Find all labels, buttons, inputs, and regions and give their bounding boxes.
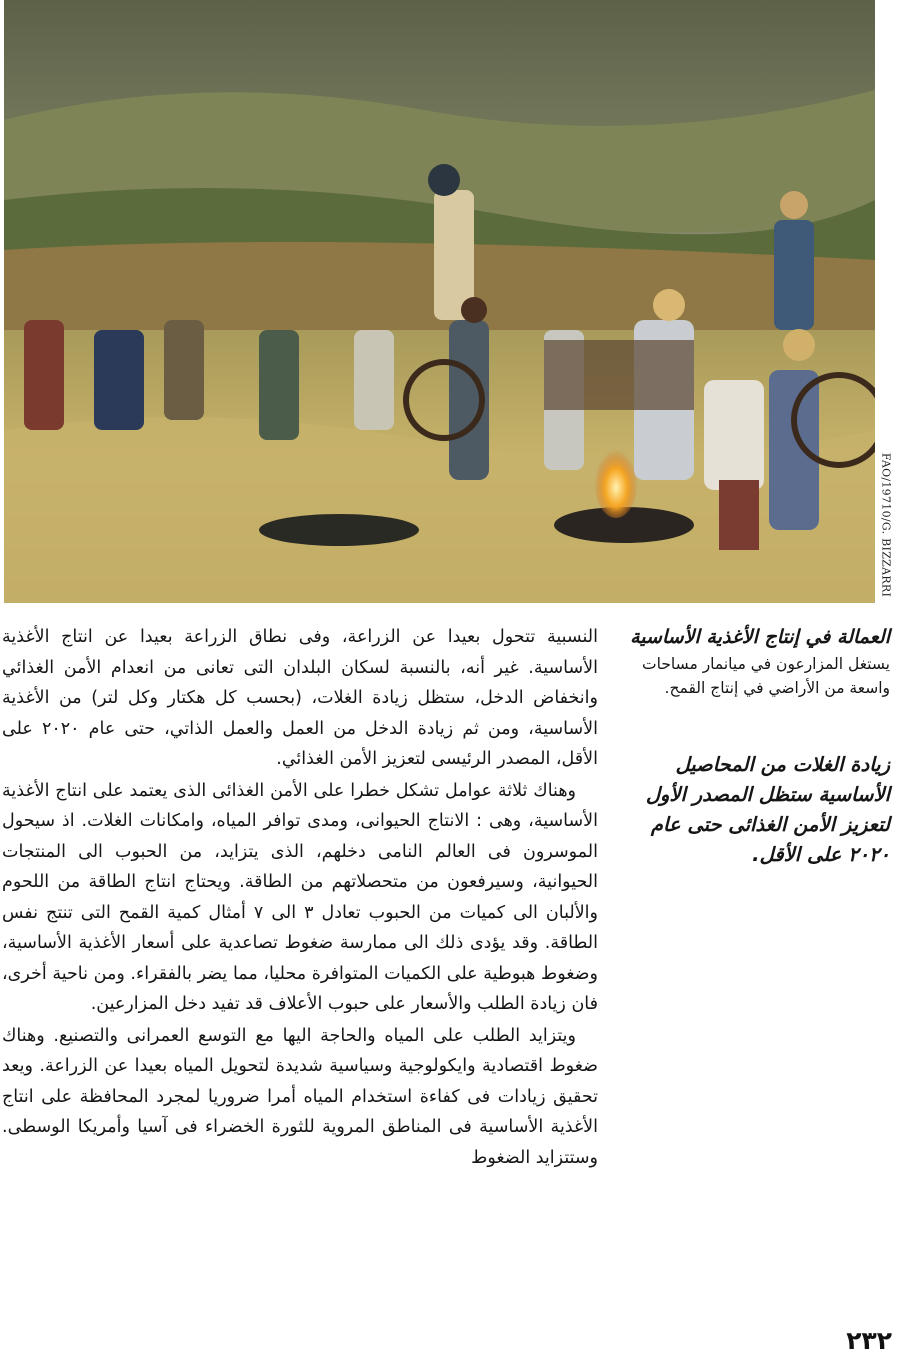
harvest-photo [4,0,875,603]
article-body [2,622,598,1312]
photo-credit-text: FAO/19710/G. BIZZARRI [879,452,893,598]
paragraph: وهناك ثلاثة عوامل تشكل خطرا على الأمن الغذائى الذى يعتمد على انتاج الأغذية الأساسية، وهى : الانتاج الحيوانى، ومدى توافر المياه، وامكانات الغلات. اذ سيحول الموسرون فى العالم النامى دخلهم، الذى يتزايد، من الحبوب الى المنتجات الحيوانية، وسيرفعون من متحصلاتهم من الطاقة. ويحتاج انتاج الطاقة من اللحوم والألبان الى كميات من الحبوب تعادل ٣ الى ٧ أمثال كمية القمح التى تنتج نفس الطاقة. وقد يؤدى ذلك الى ممارسة ضغوط تصاعدية على أسعار الأغذية الأساسية، وضغوط هبوطية على الكميات المتوافرة محليا، مما يضر بالفقراء. ومن ناحية أخرى، فان زيادة الطلب والأسعار على حبوب الأعلاف قد تفيد دخل المزارعين. [2,780,598,1014]
photo-credit [872,440,900,610]
page-number: ٢٣٢ [846,1326,892,1355]
pull-quote: زيادة الغلات من المحاصيل الأساسية ستظل المصدر الأول لتعزيز الأمن الغذائى حتى عام ٢٠٢٠ على الأقل. [645,753,890,866]
caption-title: العمالة في إنتاج الأغذية الأساسية [630,626,890,648]
paragraph: ويتزايد الطلب على المياه والحاجة اليها مع التوسع العمرانى والتصنيع. وهناك ضغوط اقتصادية وايكولوجية وسياسية شديدة لتحويل المياه بعيدا عن الزراعة. ويعد تحقيق زيادات فى كفاءة استخدام المياه أمرا ضروريا لمجرد المحافظة على انتاج الأغذية الأساسية فى المناطق المروية للثورة الخضراء فى آسيا وأمريكا الوسطى. وستتزايد الضغوط [2,1025,598,1168]
caption-text: يستغل المزارعون في ميانمار مساحات واسعة من الأراضي في إنتاج القمح. [642,655,890,697]
sidebar [606,622,890,890]
paragraph: النسبية تتحول بعيدا عن الزراعة، وفى نطاق الزراعة بعيدا عن انتاج الأغذية الأساسية. غير أنه، بالنسبة لسكان البلدان التى تعانى من انعدام الأمن الغذائي وانخفاض الدخل، ستظل زيادة الغلات، (بحسب كل هكتار وكل لتر) من الأغذية الأساسية، ومن ثم زيادة الدخل من العمل والعمل الذاتي، حتى عام ٢٠٢٠ على الأقل، المصدر الرئيسى لتعزيز الأمن الغذائي. [2,627,598,769]
